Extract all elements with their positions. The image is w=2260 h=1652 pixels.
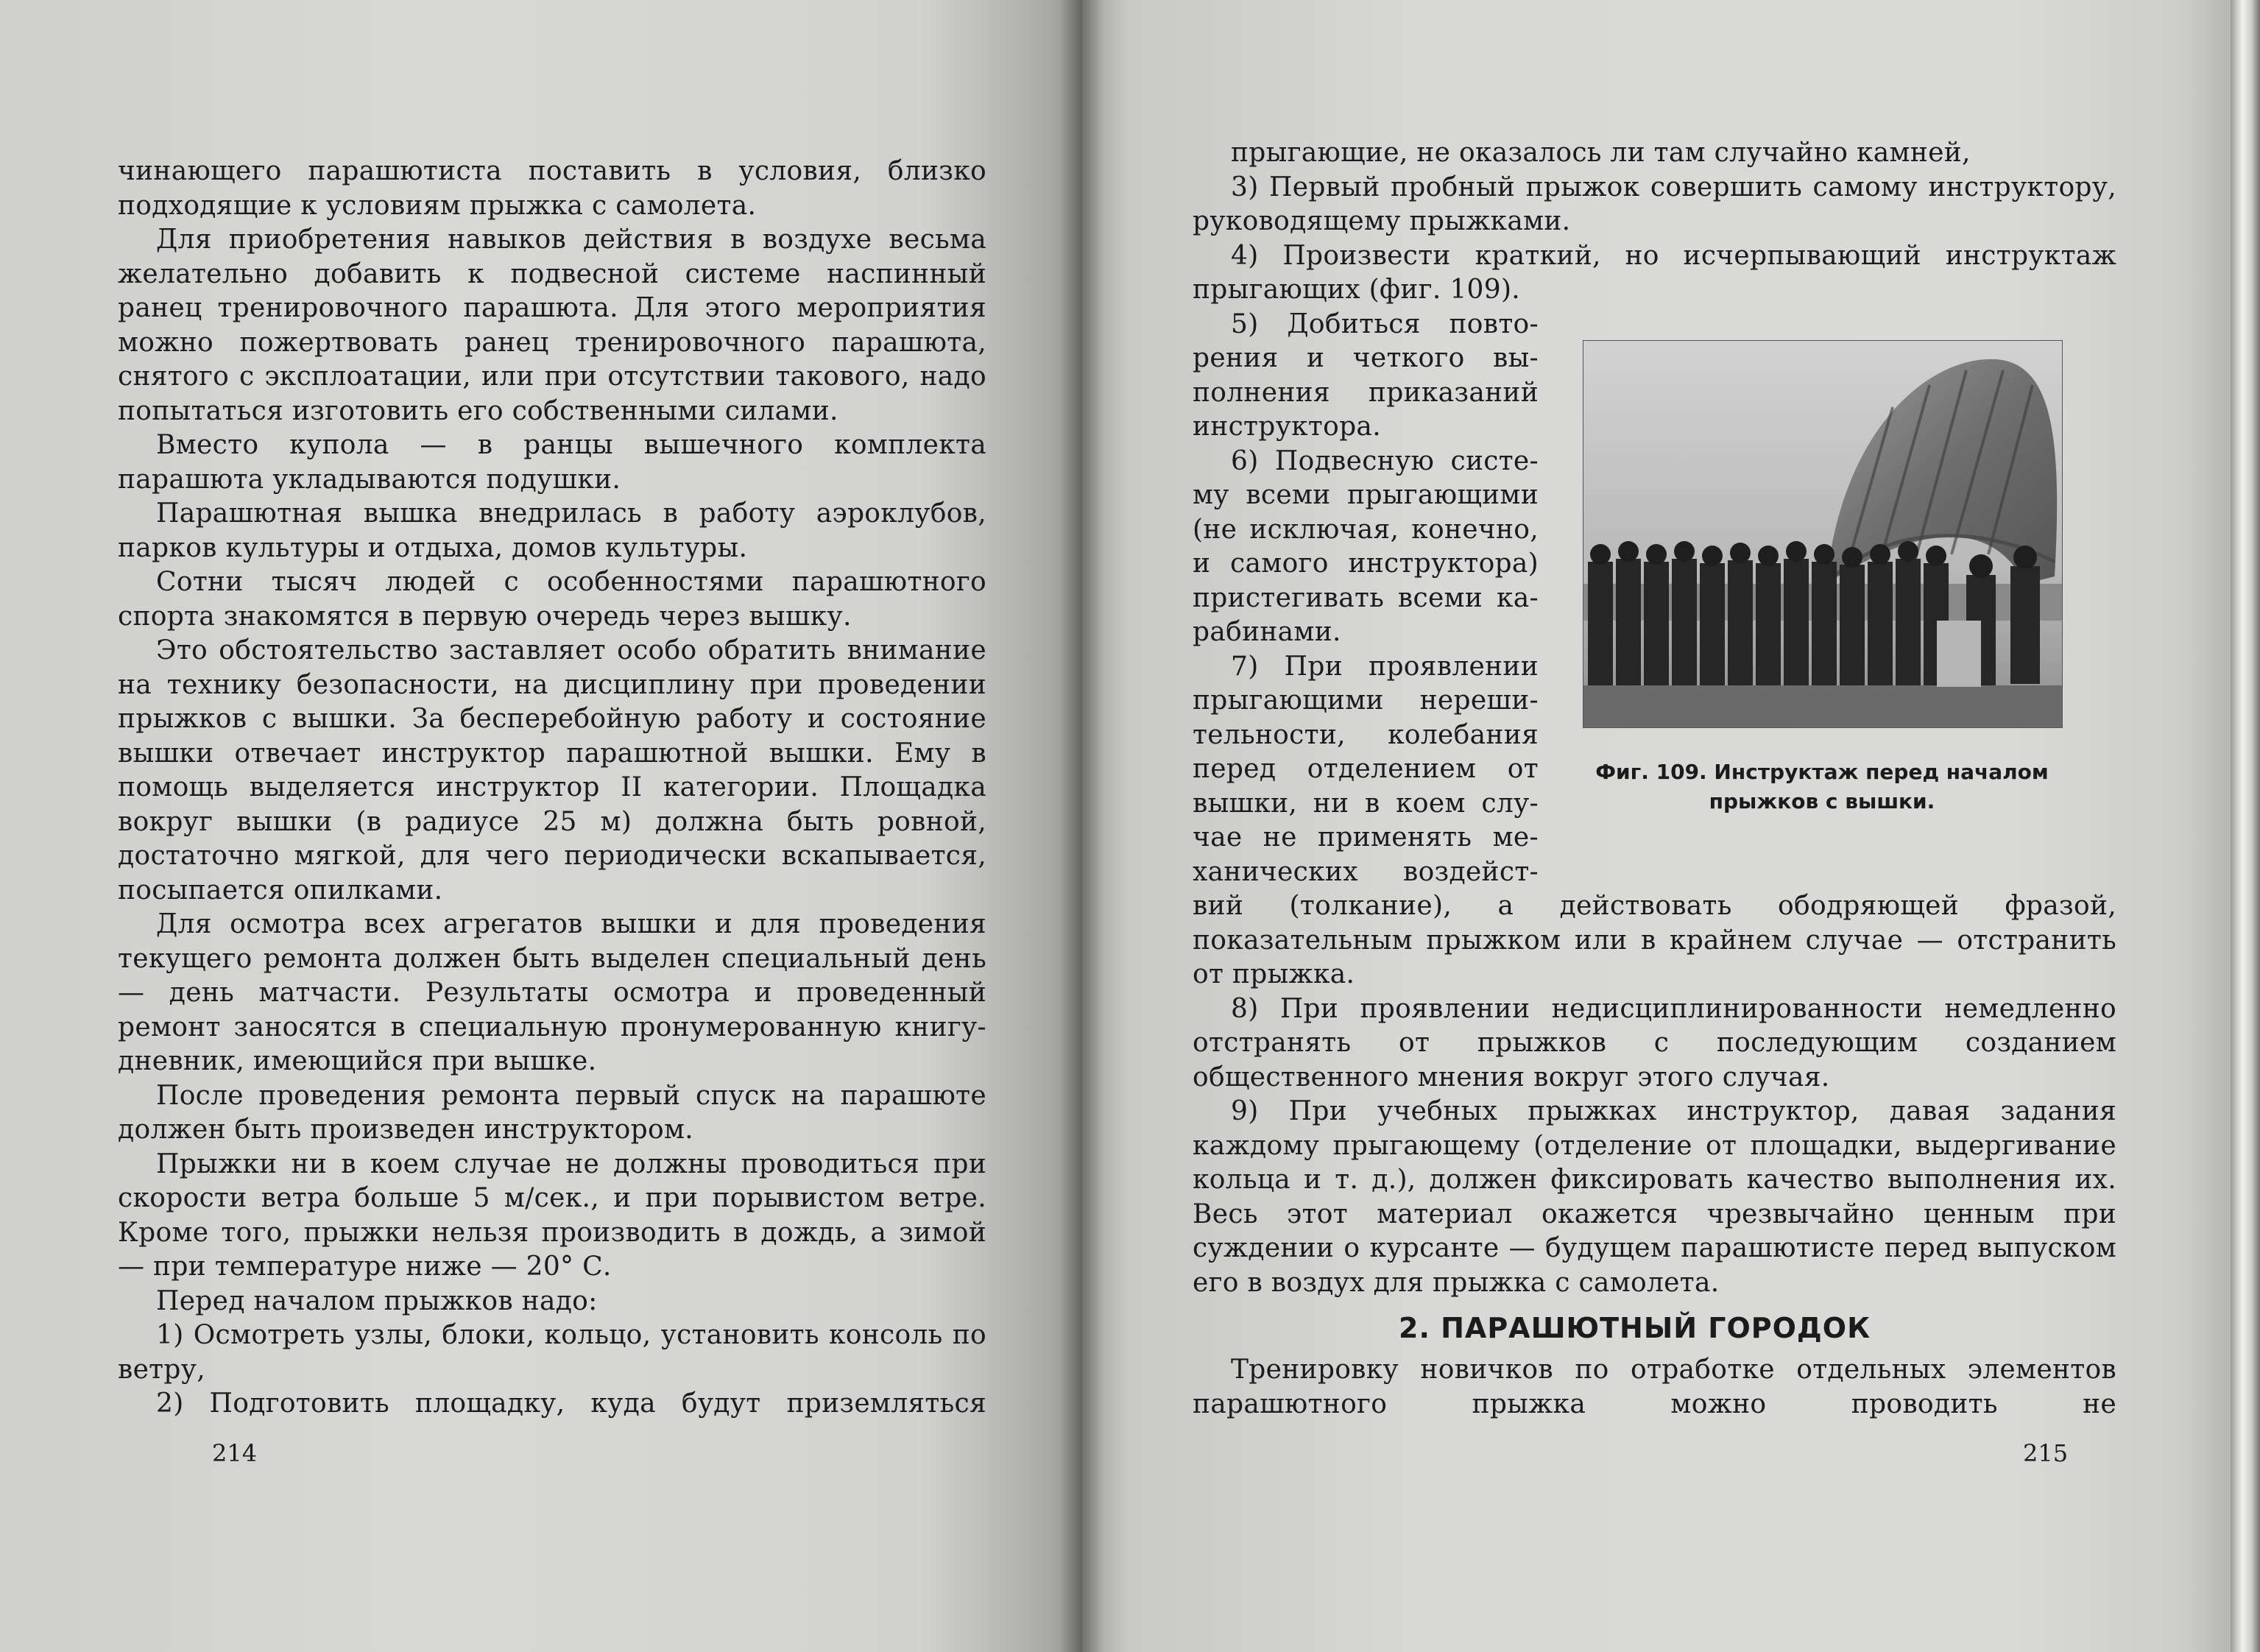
wrapped-text-column — [1193, 308, 1539, 890]
figure-109 — [1583, 340, 2061, 816]
paragraph: Перед началом прыжков надо: — [156, 1285, 598, 1316]
paragraph: Для осмотра всех агрегатов вышки и для проведения текущего ремонта должен быть выделен специальный день — день матчасти. Результаты осмотра и проведенный ремонт заносятся в специальную пронумерованную книгу-дневник, имеющийся при вышке. — [118, 909, 986, 1076]
figure-caption: Фиг. 109. Инструктаж перед началом прыжков с вышки. — [1595, 760, 2049, 813]
text-line: тельности, колебания — [1193, 719, 1539, 750]
text-line: 6) Подвесную систе- — [1231, 445, 1539, 476]
left-page-text — [118, 155, 986, 1422]
page-edge — [2231, 0, 2260, 1652]
right-page — [1082, 0, 2231, 1652]
text-line: прыгающими нереши- — [1193, 685, 1539, 716]
text-line: (не исключая, конечно, — [1193, 514, 1539, 545]
text-line: полнения приказаний — [1193, 377, 1539, 408]
list-item: 4) Произвести краткий, но исчерпывающий инструктаж прыгающих (фиг. 109). — [1193, 240, 2116, 305]
paragraph: Парашютная вышка внедрилась в работу аэроклубов, парков культуры и отдыха, домов культуры. — [118, 498, 986, 563]
page-number: 215 — [2023, 1439, 2069, 1467]
text-line: му всеми прыгающими — [1193, 480, 1539, 510]
text-line: инструктора. — [1193, 412, 1381, 442]
book-gutter-shadow — [1060, 0, 1104, 1652]
text-line: 7) При проявлении — [1231, 651, 1539, 682]
text-line: 5) Добиться повто- — [1231, 308, 1539, 339]
list-item: 1) Осмотреть узлы, блоки, кольцо, установить консоль по ветру, — [118, 1320, 986, 1385]
photo-illustration — [1583, 341, 2062, 727]
page-number: 214 — [212, 1439, 258, 1467]
section-text — [1193, 1353, 2116, 1422]
text-line: и самого инструктора) — [1193, 548, 1539, 579]
paragraph: вий (толкание), а действовать ободряющей фразой, показательным прыжком или в крайнем случае — отстранить от прыжка. — [1193, 891, 2116, 989]
paragraph: Для приобретения навыков действия в воздухе весьма желательно добавить к подвесной системе наспинный ранец тренировочного парашюта. Для этого мероприятия можно пожертвовать ранец тренировочного парашюта, снятого с эксплоатации, или при отсутствии такового, надо попытаться изготовить его собственными силами. — [118, 225, 986, 426]
paragraph: прыгающие, не оказалось ли там случайно камней, — [1231, 138, 1971, 168]
paragraph: Тренировку новичков по отработке отдельных элементов парашютного прыжка можно проводить не — [1193, 1355, 2116, 1419]
text-line: ханических воздейст- — [1193, 856, 1539, 887]
paragraph: Это обстоятельство заставляет особо обратить внимание на технику безопасности, на дисциплину при проведении прыжков с вышки. За бесперебойную работу и состояние вышки отвечает инструктор парашютной вышки. Ему в помощь выделяется инструктор II категории. Площадка вокруг вышки (в радиусе 25 м) должна быть ровной, достаточно мягкой, для чего периодически вскапывается, посыпается опилками. — [118, 635, 986, 906]
paragraph: После проведения ремонта первый спуск на парашюте должен быть произведен инструктором. — [118, 1080, 986, 1145]
parachute-briefing-photo — [1583, 340, 2063, 728]
text-line: чае не применять ме- — [1193, 822, 1539, 853]
paragraph: чинающего парашютиста поставить в условия, близко подходящие к условиям прыжка с самолета. — [118, 156, 986, 221]
text-line: вышки, ни в коем слу- — [1193, 788, 1539, 819]
list-item: 9) При учебных прыжках инструктор, давая задания каждому прыгающему (отделение от площадки, выдергивание кольца и т. д.), должен фиксировать качество выполнения их. Весь этот материал окажется чрезвычайно ценным при суждении о курсанте — будущем парашютисте перед выпуском его в воздух для прыжка с самолета. — [1193, 1096, 2116, 1298]
paragraph: Вместо купола — в ранцы вышечного комплекта парашюта укладываются подушки. — [118, 430, 986, 495]
list-item: 3) Первый пробный прыжок совершить самому инструктору, руководящему прыжками. — [1193, 172, 2116, 236]
list-item: 2) Подготовить площадку, куда будут приземляться — [156, 1388, 986, 1419]
paragraph: Прыжки ни в коем случае не должны проводиться при скорости ветра больше 5 м/сек., и при порывистом ветре. Кроме того, прыжки нельзя производить в дождь, а зимой — при температуре ниже — 20° С. — [118, 1148, 986, 1282]
text-line: пристегивать всеми ка- — [1193, 582, 1539, 613]
paragraph: Сотни тысяч людей с особенностями парашютного спорта знакомятся в первую очередь через вышку. — [118, 567, 986, 632]
text-line: перед отделением от — [1193, 754, 1539, 784]
text-line: рабинами. — [1193, 617, 1341, 647]
list-item: 8) При проявлении недисциплинированности немедленно отстранять от прыжков с последующим созданием общественного мнения вокруг этого случая. — [1193, 993, 2116, 1092]
section-heading: 2. ПАРАШЮТНЫЙ ГОРОДОК — [1399, 1312, 1871, 1344]
text-line: рения и четкого вы- — [1193, 343, 1539, 373]
left-page — [0, 0, 1082, 1652]
